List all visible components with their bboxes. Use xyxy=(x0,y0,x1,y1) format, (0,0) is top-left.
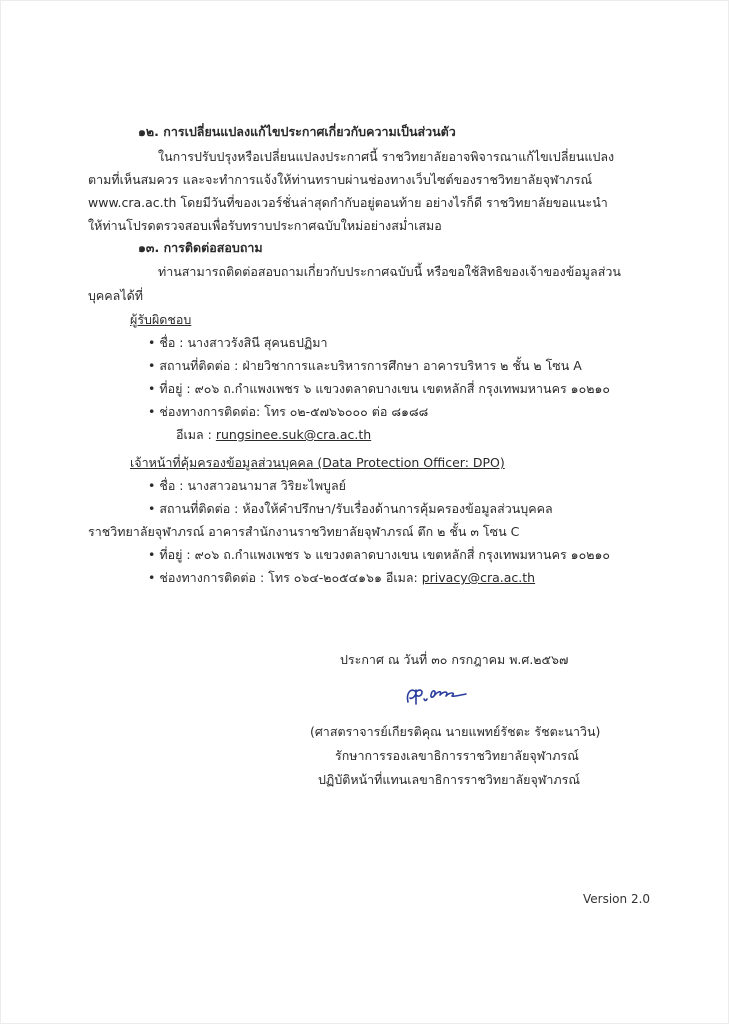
dpo-office-line-2: ราชวิทยาลัยจุฬาภรณ์ อาคารสำนักงานราชวิทยาลัยจุฬาภรณ์ ตึก ๒ ชั้น ๓ โซน C xyxy=(88,524,520,539)
section-13-paragraph-line-1: ท่านสามารถติดต่อสอบถามเกี่ยวกับประกาศฉบับนี้ หรือขอใช้สิทธิของเจ้าของข้อมูลส่วน xyxy=(158,264,621,279)
responsible-email-row xyxy=(176,425,371,445)
version-label: Version 2.0 xyxy=(583,892,651,906)
responsible-email-label: อีเมล : xyxy=(176,427,216,442)
dpo-name: • ชื่อ : นางสาวอนามาส วิริยะไพบูลย์ xyxy=(148,478,346,493)
responsible-name: • ชื่อ : นางสาวรังสินี สุคนธปฏิมา xyxy=(148,335,328,350)
dpo-address: • ที่อยู่ : ๙๐๖ ถ.กำแพงเพชร ๖ แขวงตลาดบางเขน เขตหลักสี่ กรุงเทพมหานคร ๑๐๒๑๐ xyxy=(148,547,611,562)
responsible-channel: • ช่องทางการติดต่อ: โทร ๐๒-๕๗๖๖๐๐๐ ต่อ ๘๑๘๘ xyxy=(148,404,429,419)
signer-title-2: ปฏิบัติหน้าที่แทนเลขาธิการราชวิทยาลัยจุฬาภรณ์ xyxy=(318,772,580,787)
dpo-email-link[interactable]: privacy@cra.ac.th xyxy=(421,570,536,585)
dpo-heading: เจ้าหน้าที่คุ้มครองข้อมูลส่วนบุคคล (Data Protection Officer: DPO) xyxy=(130,455,505,470)
section-12-paragraph-line-3: www.cra.ac.th โดยมีวันที่ของเวอร์ชั่นล่าสุดกำกับอยู่ตอนท้าย อย่างไรก็ดี ราชวิทยาลัยขอแนะนำ xyxy=(88,195,608,210)
section-12-paragraph-line-4: ให้ท่านโปรดตรวจสอบเพื่อรับทราบประกาศฉบับใหม่อย่างสม่ำเสมอ xyxy=(88,218,442,233)
section-12-heading: ๑๒. การเปลี่ยนแปลงแก้ไขประกาศเกี่ยวกับความเป็นส่วนตัว xyxy=(138,124,456,139)
responsible-address: • ที่อยู่ : ๙๐๖ ถ.กำแพงเพชร ๖ แขวงตลาดบางเขน เขตหลักสี่ กรุงเทพมหานคร ๑๐๒๑๐ xyxy=(148,381,611,396)
signer-name: (ศาสตราจารย์เกียรติคุณ นายแพทย์รัชตะ รัชตะนาวิน) xyxy=(310,724,601,739)
dpo-office-line-1: • สถานที่ติดต่อ : ห้องให้คำปรึกษา/รับเรื่องด้านการคุ้มครองข้อมูลส่วนบุคคล xyxy=(148,501,553,516)
signer-title-1: รักษาการรองเลขาธิการราชวิทยาลัยจุฬาภรณ์ xyxy=(335,748,579,763)
dpo-channel-row xyxy=(148,568,535,588)
responsible-heading: ผู้รับผิดชอบ xyxy=(130,312,192,327)
signature xyxy=(402,682,482,708)
announcement-date: ประกาศ ณ วันที่ ๓๐ กรกฎาคม พ.ศ.๒๕๖๗ xyxy=(340,652,569,667)
dpo-channel: • ช่องทางการติดต่อ : โทร ๐๖๔-๒๐๕๔๑๖๑ อีเมล: xyxy=(148,570,422,585)
section-12-paragraph-line-1: ในการปรับปรุงหรือเปลี่ยนแปลงประกาศนี้ ราชวิทยาลัยอาจพิจารณาแก้ไขเปลี่ยนแปลง xyxy=(158,149,615,164)
section-13-paragraph-line-2: บุคคลได้ที่ xyxy=(88,288,143,303)
section-13-heading: ๑๓. การติดต่อสอบถาม xyxy=(138,240,263,255)
responsible-email-link[interactable]: rungsinee.suk@cra.ac.th xyxy=(215,427,372,442)
responsible-office: • สถานที่ติดต่อ : ฝ่ายวิชาการและบริหารการศึกษา อาคารบริหาร ๒ ชั้น ๒ โซน A xyxy=(148,358,582,373)
section-12-paragraph-line-2: ตามที่เห็นสมควร และจะทำการแจ้งให้ท่านทราบผ่านช่องทางเว็บไซต์ของราชวิทยาลัยจุฬาภรณ์ xyxy=(88,172,593,187)
